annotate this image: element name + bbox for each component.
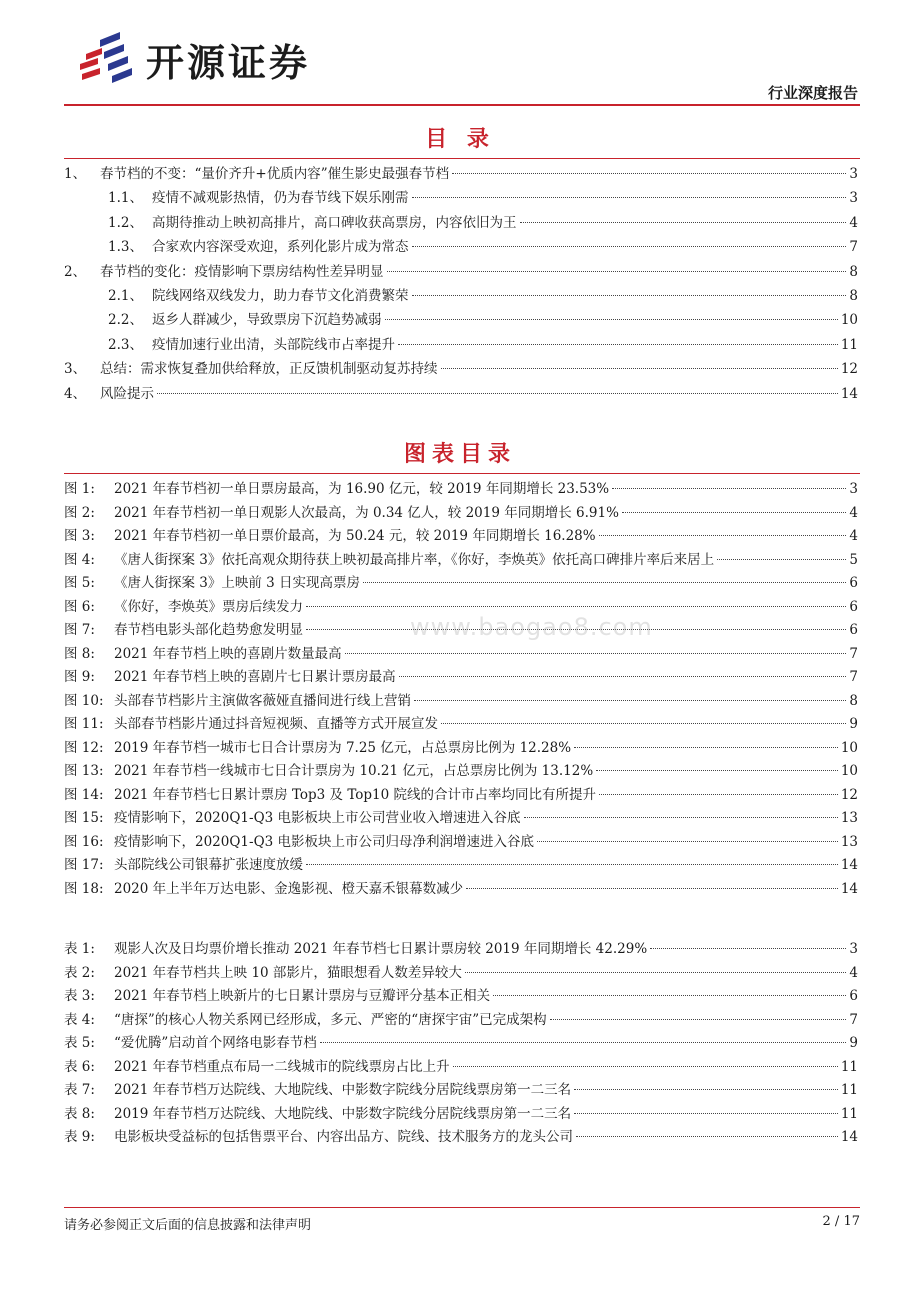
entry-page-number: 7 <box>849 645 858 662</box>
entry-number: 3、 <box>64 361 87 378</box>
entry-number: 图 17: <box>64 857 104 873</box>
toc-entry[interactable] <box>108 309 858 331</box>
entry-number: 2.2、 <box>108 312 143 329</box>
toc-entry[interactable] <box>64 985 858 1007</box>
entry-title: 疫情影响下，2020Q1-Q3 电影板块上市公司营业收入增速进入谷底 <box>114 810 521 826</box>
entry-page-number: 11 <box>840 1082 858 1098</box>
entry-title: 疫情加速行业出清，头部院线市占率提升 <box>152 336 395 353</box>
toc-entry[interactable] <box>64 383 858 405</box>
entry-page-number: 8 <box>849 288 858 304</box>
page-header <box>64 22 860 104</box>
entry-title: 电影板块受益标的包括售票平台、内容出品方、院线、技术服务方的龙头公司 <box>114 1129 573 1145</box>
toc-entry[interactable] <box>64 760 858 782</box>
entry-title: 2021 年春节档初一单日票价最高，为 50.24 元，较 2019 年同期增长 16.28% <box>114 528 596 544</box>
toc-entry[interactable] <box>64 938 858 960</box>
entry-page-number: 10 <box>840 739 858 756</box>
dot-leader <box>412 197 847 198</box>
entry-page-number: 5 <box>849 551 858 568</box>
entry-page-number: 7 <box>849 669 858 685</box>
toc-entry[interactable] <box>108 187 858 209</box>
brand-name: 开源证券 <box>146 41 311 85</box>
toc-entry[interactable] <box>64 807 858 829</box>
entry-number: 图 18: <box>64 880 104 897</box>
dot-leader <box>306 864 838 865</box>
entry-title: 春节档电影头部化趋势愈发明显 <box>114 622 303 638</box>
dot-leader <box>574 747 838 748</box>
entry-title: “爱优腾”启动首个网络电影春节档 <box>114 1035 317 1051</box>
toc-entry[interactable] <box>64 737 858 759</box>
entry-title: 2021 年春节档上映新片的七日累计票房与豆瓣评分基本正相关 <box>114 988 491 1004</box>
entry-page-number: 4 <box>849 504 858 521</box>
entry-number: 图 13: <box>64 763 104 779</box>
toc-entry[interactable] <box>64 878 858 900</box>
entry-page-number: 6 <box>849 622 858 638</box>
dot-leader <box>398 344 838 345</box>
entry-title: 2021 年春节档重点布局一二线城市的院线票房占比上升 <box>114 1058 450 1075</box>
dot-leader <box>412 295 847 296</box>
dot-leader <box>612 488 846 489</box>
entry-page-number: 3 <box>849 166 858 182</box>
dot-leader <box>414 700 846 701</box>
entry-number: 图 4: <box>64 551 95 568</box>
entry-page-number: 9 <box>849 1035 858 1051</box>
entry-title: 头部院线公司银幕扩张速度放缓 <box>114 857 303 873</box>
entry-title: 2021 年春节档共上映 10 部影片，猫眼想看人数差异较大 <box>114 964 462 981</box>
dot-leader <box>622 512 847 513</box>
dot-leader <box>717 559 846 560</box>
dot-leader <box>320 1042 847 1043</box>
entry-title: 风险提示 <box>100 385 154 402</box>
entry-title: 2020 年上半年万达电影、金逸影视、橙天嘉禾银幕数减少 <box>114 880 464 897</box>
dot-leader <box>412 246 847 247</box>
entry-title: 院线网络双线发力，助力春节文化消费繁荣 <box>152 288 409 304</box>
entry-page-number: 12 <box>840 786 858 803</box>
toc-title: 目 录 <box>425 127 495 152</box>
dot-leader <box>387 271 847 272</box>
dot-leader <box>306 606 846 607</box>
entry-number: 1、 <box>64 166 87 182</box>
entry-number: 图 8: <box>64 645 95 662</box>
dot-leader <box>524 817 838 818</box>
toc-entry[interactable] <box>108 212 858 234</box>
entry-title: 2019 年春节档万达院线、大地院线、中影数字院线分居院线票房第一二三名 <box>114 1105 572 1122</box>
entry-number: 表 5: <box>64 1035 95 1051</box>
entry-number: 图 11: <box>64 716 104 732</box>
entry-page-number: 6 <box>849 598 858 615</box>
toc-entry[interactable] <box>64 713 858 735</box>
entry-page-number: 3 <box>849 190 858 207</box>
entry-page-number: 3 <box>849 481 858 497</box>
toc-entry[interactable] <box>64 549 858 571</box>
entry-title: 头部春节档影片通过抖音短视频、直播等方式开展宣发 <box>114 716 438 732</box>
toc-title-underline <box>64 158 860 159</box>
dot-leader <box>596 770 838 771</box>
entry-title: 2021 年春节档七日累计票房 Top3 及 Top10 院线的合计市占率均同比有所提升 <box>114 786 597 803</box>
brand-logo-icon <box>76 28 138 84</box>
dot-leader <box>574 1089 838 1090</box>
entry-number: 图 5: <box>64 575 95 591</box>
entry-title: 《唐人街探案 3》上映前 3 日实现高票房 <box>114 575 361 591</box>
entry-page-number: 11 <box>840 1105 858 1122</box>
entry-page-number: 14 <box>840 880 858 897</box>
entry-page-number: 11 <box>840 336 858 353</box>
entry-title: 疫情影响下，2020Q1-Q3 电影板块上市公司归母净利润增速进入谷底 <box>114 833 535 850</box>
entry-page-number: 10 <box>840 312 858 329</box>
dot-leader <box>520 222 847 223</box>
entry-page-number: 3 <box>849 941 858 957</box>
toc-entry[interactable] <box>64 854 858 876</box>
entry-number: 图 9: <box>64 669 95 685</box>
toc-entry[interactable] <box>64 666 858 688</box>
dot-leader <box>599 535 847 536</box>
entry-title: 2019 年春节档一城市七日合计票房为 7.25 亿元，占总票房比例为 12.28% <box>114 739 572 756</box>
figures-title: 图表目录 <box>403 442 516 467</box>
toc-entry[interactable] <box>64 962 858 984</box>
entry-title: 合家欢内容深受欢迎，系列化影片成为常态 <box>152 239 409 256</box>
toc-entry[interactable] <box>64 163 858 185</box>
entry-page-number: 9 <box>849 716 858 732</box>
entry-number: 图 3: <box>64 528 95 544</box>
entry-number: 表 3: <box>64 988 95 1004</box>
entry-title: 返乡人群减少，导致票房下沉趋势减弱 <box>152 312 382 329</box>
toc-entry[interactable] <box>64 784 858 806</box>
toc-entry[interactable] <box>108 285 858 307</box>
dot-leader <box>576 1136 838 1137</box>
entry-number: 2.1、 <box>108 288 143 304</box>
dot-leader <box>441 723 846 724</box>
dot-leader <box>465 972 846 973</box>
entry-title: 2021 年春节档一线城市七日合计票房为 10.21 亿元，占总票房比例为 13.12% <box>114 763 594 779</box>
watermark: www.baogao8.com <box>410 613 653 641</box>
entry-title: 疫情不减观影热情，仍为春节线下娱乐刚需 <box>152 190 409 207</box>
entry-number: 2、 <box>64 263 87 280</box>
toc-entry[interactable] <box>64 643 858 665</box>
entry-title: 观影人次及日均票价增长推动 2021 年春节档七日累计票房较 2019 年同期增长 42.29% <box>114 941 648 957</box>
dot-leader <box>453 1066 838 1067</box>
dot-leader <box>650 948 846 949</box>
entry-page-number: 13 <box>840 833 858 850</box>
toc-entry[interactable] <box>108 236 858 258</box>
entry-title: 2021 年春节档上映的喜剧片七日累计票房最高 <box>114 669 396 685</box>
entry-number: 图 15: <box>64 810 104 826</box>
dot-leader <box>537 841 838 842</box>
entry-title: 2021 年春节档初一单日票房最高，为 16.90 亿元，较 2019 年同期增长 23.53% <box>114 481 610 497</box>
entry-number: 图 14: <box>64 786 104 803</box>
dot-leader <box>399 676 847 677</box>
entry-title: 《你好，李焕英》票房后续发力 <box>114 598 303 615</box>
entry-number: 1.3、 <box>108 239 143 256</box>
entry-page-number: 7 <box>849 239 858 256</box>
page-indicator: 2 / 17 <box>822 1214 860 1229</box>
toc-entry[interactable] <box>64 1079 858 1101</box>
toc-entry[interactable] <box>64 690 858 712</box>
dot-leader <box>441 368 838 369</box>
toc-entry[interactable] <box>64 572 858 594</box>
toc-entry[interactable] <box>64 1126 858 1148</box>
entry-title: “唐探”的核心人物关系网已经形成，多元、严密的“唐探宇宙”已完成架构 <box>114 1011 547 1028</box>
entry-number: 1.2、 <box>108 214 143 231</box>
entry-number: 图 12: <box>64 739 104 756</box>
figures-title-underline <box>64 473 860 474</box>
entry-page-number: 6 <box>849 575 858 591</box>
entry-title: 春节档的不变：“量价齐升+优质内容”催生影史最强春节档 <box>100 166 450 182</box>
toc-entry[interactable] <box>64 831 858 853</box>
dot-leader <box>157 393 838 394</box>
toc-entry[interactable] <box>64 1103 858 1125</box>
dot-leader <box>363 582 846 583</box>
entry-page-number: 13 <box>840 810 858 826</box>
entry-page-number: 7 <box>849 1011 858 1028</box>
entry-page-number: 4 <box>849 528 858 544</box>
entry-page-number: 8 <box>849 692 858 709</box>
toc-entry[interactable] <box>64 1009 858 1031</box>
entry-number: 4、 <box>64 385 87 402</box>
entry-page-number: 11 <box>840 1058 858 1075</box>
entry-number: 表 8: <box>64 1105 95 1122</box>
dot-leader <box>452 173 846 174</box>
entry-number: 表 1: <box>64 941 95 957</box>
entry-title: 2021 年春节档万达院线、大地院线、中影数字院线分居院线票房第一二三名 <box>114 1082 572 1098</box>
entry-number: 表 7: <box>64 1082 95 1098</box>
toc-entry[interactable] <box>64 261 858 283</box>
entry-page-number: 6 <box>849 988 858 1004</box>
entry-page-number: 10 <box>840 763 858 779</box>
entry-title: 春节档的变化：疫情影响下票房结构性差异明显 <box>100 263 384 280</box>
footer-divider <box>64 1207 860 1208</box>
entry-title: 总结：需求恢复叠加供给释放，正反馈机制驱动复苏持续 <box>100 361 438 378</box>
entry-title: 2021 年春节档初一单日观影人次最高，为 0.34 亿人，较 2019 年同期增长 6.91% <box>114 504 619 521</box>
entry-number: 图 7: <box>64 622 95 638</box>
entry-page-number: 4 <box>849 964 858 981</box>
entry-page-number: 8 <box>849 263 858 280</box>
entry-title: 《唐人街探案 3》依托高观众期待获上映初最高排片率，《你好，李焕英》依托高口碑排片率后来居上 <box>114 551 715 568</box>
entry-number: 图 1: <box>64 481 95 497</box>
entry-number: 2.3、 <box>108 336 143 353</box>
dot-leader <box>599 794 838 795</box>
entry-number: 表 6: <box>64 1058 95 1075</box>
dot-leader <box>550 1019 847 1020</box>
footer-disclaimer: 请务必参阅正文后面的信息披露和法律声明 <box>64 1218 312 1233</box>
entry-number: 图 2: <box>64 504 95 521</box>
entry-page-number: 4 <box>849 214 858 231</box>
entry-number: 图 6: <box>64 598 95 615</box>
dot-leader <box>385 319 838 320</box>
entry-title: 2021 年春节档上映的喜剧片数量最高 <box>114 645 342 662</box>
dot-leader <box>493 995 846 996</box>
dot-leader <box>574 1113 838 1114</box>
toc-entry[interactable] <box>64 525 858 547</box>
entry-page-number: 14 <box>840 385 858 402</box>
toc-entry[interactable] <box>64 1032 858 1054</box>
entry-number: 图 10: <box>64 692 104 709</box>
report-type: 行业深度报告 <box>767 84 858 102</box>
entry-title: 头部春节档影片主演做客薇娅直播间进行线上营销 <box>114 692 411 709</box>
entry-number: 图 16: <box>64 833 104 850</box>
header-divider <box>64 104 860 106</box>
dot-leader <box>466 888 838 889</box>
entry-page-number: 14 <box>840 857 858 873</box>
dot-leader <box>345 653 847 654</box>
toc-entry[interactable] <box>64 502 858 524</box>
entry-number: 表 2: <box>64 964 95 981</box>
toc-entry[interactable] <box>64 1056 858 1078</box>
toc-entry[interactable] <box>64 478 858 500</box>
toc-entry[interactable] <box>64 358 858 380</box>
entry-number: 表 9: <box>64 1129 95 1145</box>
entry-number: 1.1、 <box>108 190 143 207</box>
entry-page-number: 12 <box>840 361 858 378</box>
entry-number: 表 4: <box>64 1011 95 1028</box>
entry-page-number: 14 <box>840 1129 858 1145</box>
toc-entry[interactable] <box>108 334 858 356</box>
entry-title: 高期待推动上映初高排片，高口碑收获高票房，内容依旧为王 <box>152 214 517 231</box>
